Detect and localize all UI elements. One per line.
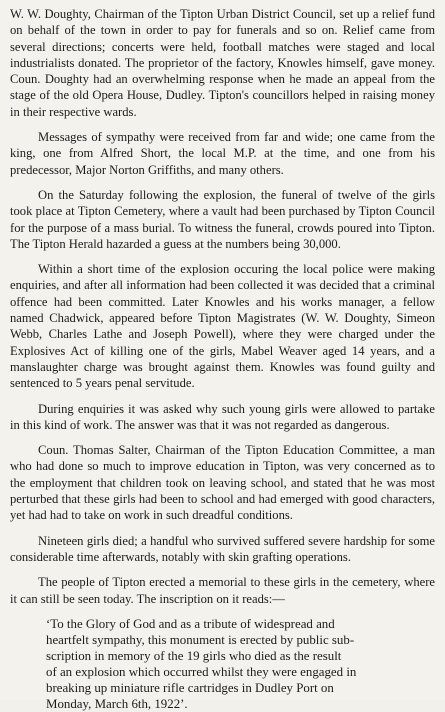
paragraph-nineteen-girls-died: Nineteen girls died; a handful who survived suffered severe hardship for some considerable time afterwards, notably with skin grafting operations.: [10, 533, 435, 564]
inscription-line: Monday, March 6th, 1922’.: [46, 697, 188, 712]
memorial-inscription: [46, 616, 435, 712]
paragraph-police-enquiries: Within a short time of the explosion occuring the local police were making enquiries, and after all information had been collected it was decided that a criminal offence had been committed. Later Knowles and his works manager, a fellow named Chadwick, appeared before Tipton Magistrates (W. W. Doughty, Simeon Webb, Charles Lathe and Joseph Powell), where they were charged under the Explosives Act of killing one of the girls, Mabel Weaver aged 14 years, and a manslaughter charge was brought against them. Knowles was found guilty and sentenced to 5 years penal servitude.: [10, 262, 435, 391]
inscription-line: of an explosion which occurred whilst they were engaged in: [46, 665, 357, 680]
paragraph-funeral: On the Saturday following the explosion, the funeral of twelve of the girls took place at Tipton Cemetery, where a vault had been purchased by Tipton Council for the purpose of a mass burial. To witness the funeral, crowds poured into Tipton. The Tipton Herald hazarded a guess at the numbers being 30,000.: [10, 187, 435, 251]
inscription-line: scription in memory of the 19 girls who died as the result: [46, 648, 342, 663]
paragraph-memorial: The people of Tipton erected a memorial to these girls in the cemetery, where it can still be seen today. The inscription on it reads:—: [10, 575, 435, 606]
inscription-line: ‘To the Glory of God and as a tribute of widespread and: [46, 616, 335, 631]
inscription-line: breaking up miniature rifle cartridges in Dudley Port on: [46, 681, 334, 696]
paragraph-relief-fund: W. W. Doughty, Chairman of the Tipton Urban District Council, set up a relief fund on behalf of the town in order to pay for funerals and so on. Relief came from several directions; concerts were held, football matches were staged and local industrialists donated. The proprietor of the factory, Knowles himself, gave money. Coun. Doughty had an overwhelming response when he made an appeal from the stage of the old Opera House, Dudley. Tipton's councillors helped in raising money in their respective wards.: [10, 7, 435, 119]
paragraph-education-committee: Coun. Thomas Salter, Chairman of the Tipton Education Committee, a man who had done so much to improve education in Tipton, was very concerned as to the employment that children took on leaving school, and stated that he was most perturbed that these girls had been to school and had emerged with good characters, yet had had to take on work in such dreadful conditions.: [10, 443, 435, 523]
paragraph-messages-of-sympathy: Messages of sympathy were received from far and wide; one came from the king, one from Alfred Short, the local M.P. at the time, and one from his predecessor, Major Norton Griffiths, and many others.: [10, 130, 435, 177]
inscription-line: heartfelt sympathy, this monument is erected by public sub-: [46, 632, 355, 647]
paragraph-young-girls-question: During enquiries it was asked why such young girls were allowed to partake in this kind of work. The answer was that it was not regarded as dangerous.: [10, 401, 435, 432]
